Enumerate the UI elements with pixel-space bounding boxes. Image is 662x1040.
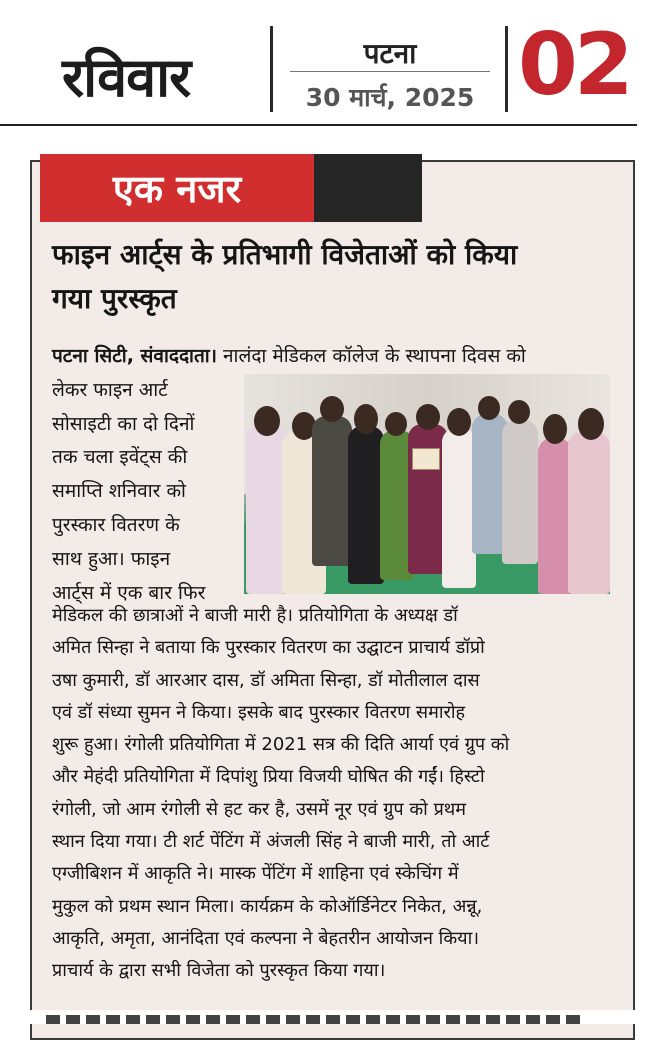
article-dateline: पटना सिटी, संवाददाता। <box>52 345 217 367</box>
page-number: 02 <box>518 15 630 115</box>
masthead <box>0 0 662 126</box>
day-label: रविवार <box>62 46 191 109</box>
person-head <box>320 396 344 422</box>
body-line: प्राचार्य के द्वारा सभी विजेता को पुरस्कृत किया गया। <box>52 960 386 982</box>
section-tag <box>40 154 422 222</box>
body-line: मुकुल को प्रथम स्थान मिला। कार्यक्रम के कोऑर्डिनेटर निकेत, अन्नू, <box>52 895 483 917</box>
column-line: लेकर फाइन आर्ट <box>52 378 168 401</box>
person-head <box>416 404 440 430</box>
column-line: सोसाइटी का दो दिनों <box>52 412 195 435</box>
person-figure <box>348 426 384 584</box>
body-line: उषा कुमारी, डॉ आरआर दास, डॉ अमिता सिन्हा, डॉ मोतीलाल दास <box>52 669 480 691</box>
person-figure <box>502 420 538 564</box>
article-lead-line <box>52 340 624 374</box>
column-line: समाप्ति शनिवार को <box>52 480 186 503</box>
article-headline <box>52 233 612 321</box>
page-cutoff <box>0 1010 662 1024</box>
divider <box>505 26 508 112</box>
column-line: पुरस्कार वितरण के <box>52 513 180 536</box>
person-figure <box>568 432 610 594</box>
body-line: एवं डॉ संध्या सुमन ने किया। इसके बाद पुरस्कार वितरण समारोह <box>52 701 466 723</box>
column-line: आर्ट्स में एक बार फिर <box>52 581 206 604</box>
person-head <box>578 408 604 440</box>
person-head <box>543 414 567 444</box>
truncated-next-headline <box>46 1015 586 1024</box>
date-label: 30 मार्च, 2025 <box>305 83 475 112</box>
person-figure <box>538 438 572 594</box>
body-line: शुरू हुआ। रंगोली प्रतियोगिता में 2021 सत्र की दिति आर्या एवं ग्रुप को <box>52 734 510 756</box>
person-head <box>385 412 407 436</box>
body-line: आकृति, अमृता, आनंदिता एवं कल्पना ने बेहतरीन आयोजन किया। <box>52 927 480 949</box>
person-figure <box>246 424 286 594</box>
award-plaque <box>412 448 440 470</box>
person-figure <box>442 428 476 588</box>
divider <box>290 71 490 72</box>
city-label: पटना <box>363 37 417 70</box>
article-column <box>52 374 237 611</box>
article-body <box>52 600 612 988</box>
person-head <box>354 404 378 434</box>
person-figure <box>312 416 352 566</box>
article-photo <box>244 374 610 594</box>
person-head <box>478 396 500 420</box>
body-line: मेडिकल की छात्राओं ने बाजी मारी है। प्रतियोगिता के अध्यक्ष डॉ <box>52 605 458 626</box>
column-line: साथ हुआ। फाइन <box>52 547 171 570</box>
lead-text: नालंदा मेडिकल कॉलेज के स्थापना दिवस को <box>216 345 526 367</box>
body-line: एग्जीबिशन में आकृति ने। मास्क पेंटिंग में शाहिना एवं स्केचिंग में <box>52 863 459 885</box>
person-head <box>254 406 280 436</box>
headline-line: गया पुरस्कृत <box>52 282 177 315</box>
column-line: तक चला इवेंट्स की <box>52 446 188 469</box>
body-line: और मेहंदी प्रतियोगिता में दिपांशु प्रिया विजयी घोषित की गईं। हिस्टो <box>52 766 485 788</box>
divider <box>270 26 273 112</box>
body-line: अमित सिन्हा ने बताया कि पुरस्कार वितरण का उद्घाटन प्राचार्य डॉप्रो <box>52 637 485 659</box>
body-line: स्थान दिया गया। टी शर्ट पेंटिंग में अंजली सिंह ने बाजी मारी, तो आर्ट <box>52 831 490 853</box>
section-tag-label: एक नजर <box>112 167 242 211</box>
person-head <box>508 400 530 424</box>
person-head <box>447 408 471 436</box>
body-line: रंगोली, जो आम रंगोली से हट कर है, उसमें नूर एवं ग्रुप को प्रथम <box>52 798 467 820</box>
headline-line: फाइन आर्ट्स के प्रतिभागी विजेताओं को किया <box>52 238 518 271</box>
masthead-rule <box>0 124 637 126</box>
